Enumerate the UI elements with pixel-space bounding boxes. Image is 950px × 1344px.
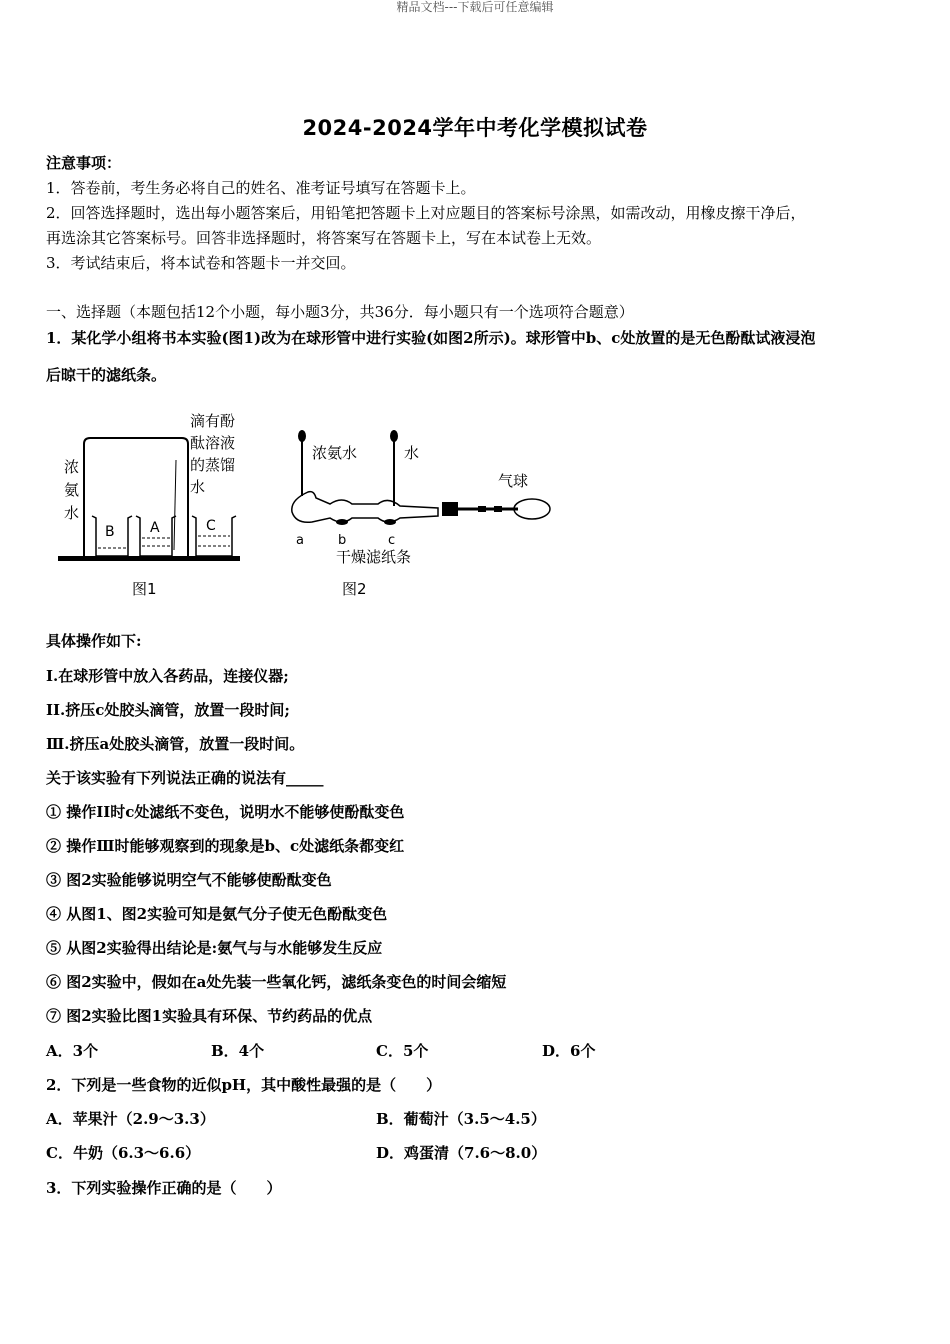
beaker-c — [192, 516, 236, 556]
beaker-label-b: B — [105, 524, 115, 540]
operation-step: I.在球形管中放入各药品，连接仪器; — [46, 667, 289, 685]
q1-option-b: B．4个 — [211, 1042, 265, 1060]
notice-item: 3．考试结束后，将本试卷和答题卡一并交回。 — [46, 254, 356, 272]
question-2-stem: 2．下列是一些食物的近似pH，其中酸性最强的是（ ） — [46, 1076, 442, 1094]
beaker-label-a: A — [150, 520, 160, 536]
operation-step: Ⅲ.挤压a处胶头滴管，放置一段时间。 — [46, 735, 305, 753]
header-watermark: 精品文档---下载后可任意编辑 — [396, 0, 554, 14]
operations-heading: 具体操作如下: — [46, 632, 142, 650]
question-1-figures — [46, 400, 566, 610]
fig2-label-b: b — [338, 533, 347, 548]
notice-item: 1．答卷前，考生务必将自己的姓名、准考证号填写在答题卡上。 — [46, 179, 476, 197]
beaker-label-c: C — [206, 518, 216, 534]
notice-item: 再选涂其它答案标号。回答非选择题时，将答案写在答题卡上，写在本试卷上无效。 — [46, 229, 602, 247]
statement: ⑥ 图2实验中，假如在a处先装一些氧化钙，滤纸条变色的时间会缩短 — [46, 973, 507, 991]
q1-option-a: A．3个 — [46, 1042, 99, 1060]
beaker-b — [92, 516, 132, 556]
question-1-stem-cont: 后晾干的滤纸条。 — [46, 366, 167, 384]
statement: ⑦ 图2实验比图1实验具有环保、节约药品的优点 — [46, 1007, 373, 1025]
figure-2-caption: 图2 — [342, 580, 367, 598]
q1-option-c: C．5个 — [376, 1042, 429, 1060]
svg-text:氨: 氨 — [64, 481, 80, 499]
fig2-label-a: a — [296, 533, 304, 548]
fig1-left-label: 浓 — [64, 458, 80, 476]
statement: ② 操作Ⅲ时能够观察到的现象是b、c处滤纸条都变红 — [46, 837, 405, 855]
question-1-stem: 1．某化学小组将书本实验(图1)改为在球形管中进行实验(如图2所示)。球形管中b、c处放置的是无色酚酞试液浸泡 — [46, 329, 816, 347]
q2-option-d: D．鸡蛋清（7.6～8.0） — [376, 1144, 547, 1162]
fig2-label-water: 水 — [404, 444, 420, 462]
statement: ③ 图2实验能够说明空气不能够使酚酞变色 — [46, 871, 332, 889]
question-3-stem: 3．下列实验操作正确的是（ ） — [46, 1179, 282, 1197]
q2-option-b: B．葡萄汁（3.5～4.5） — [376, 1110, 546, 1128]
svg-text:的蒸馏: 的蒸馏 — [190, 456, 236, 474]
q2-option-c: C．牛奶（6.3～6.6） — [46, 1144, 201, 1162]
svg-text:酞溶液: 酞溶液 — [190, 434, 236, 452]
experiment-diagram — [46, 400, 566, 610]
svg-text:水: 水 — [64, 504, 80, 522]
statement: ④ 从图1、图2实验可知是氨气分子使无色酚酞变色 — [46, 905, 388, 923]
page-title: 2024-2024学年中考化学模拟试卷 — [302, 116, 648, 140]
notice-item: 2．回答选择题时，选出每小题答案后，用铅笔把答题卡上对应题目的答案标号涂黑，如需改动，用橡皮擦干净后， — [46, 204, 806, 222]
q1-option-d: D．6个 — [542, 1042, 596, 1060]
beaker-a — [136, 516, 176, 556]
fig2-label-strips: 干燥滤纸条 — [336, 548, 412, 566]
figure-1 — [58, 412, 240, 598]
statement: ① 操作II时c处滤纸不变色，说明水不能够使酚酞变色 — [46, 803, 405, 821]
fig2-label-ammonia: 浓氨水 — [312, 444, 358, 462]
notice-heading: 注意事项： — [46, 154, 122, 172]
section-heading: 一、选择题（本题包括12个小题，每小题3分，共36分．每小题只有一个选项符合题意） — [46, 303, 634, 321]
question-1-prompt: 关于该实验有下列说法正确的说法有_____ — [46, 769, 324, 787]
operation-step: II.挤压c处胶头滴管，放置一段时间; — [46, 701, 290, 719]
fig1-right-label: 滴有酚 — [190, 412, 236, 430]
figure-2 — [292, 430, 550, 598]
fig2-label-balloon: 气球 — [498, 472, 529, 490]
statement: ⑤ 从图2实验得出结论是:氨气与与水能够发生反应 — [46, 939, 383, 957]
svg-text:水: 水 — [190, 478, 206, 496]
q2-option-a: A．苹果汁（2.9～3.3） — [46, 1110, 215, 1128]
fig2-label-c: c — [388, 533, 396, 548]
figure-1-caption: 图1 — [132, 580, 157, 598]
